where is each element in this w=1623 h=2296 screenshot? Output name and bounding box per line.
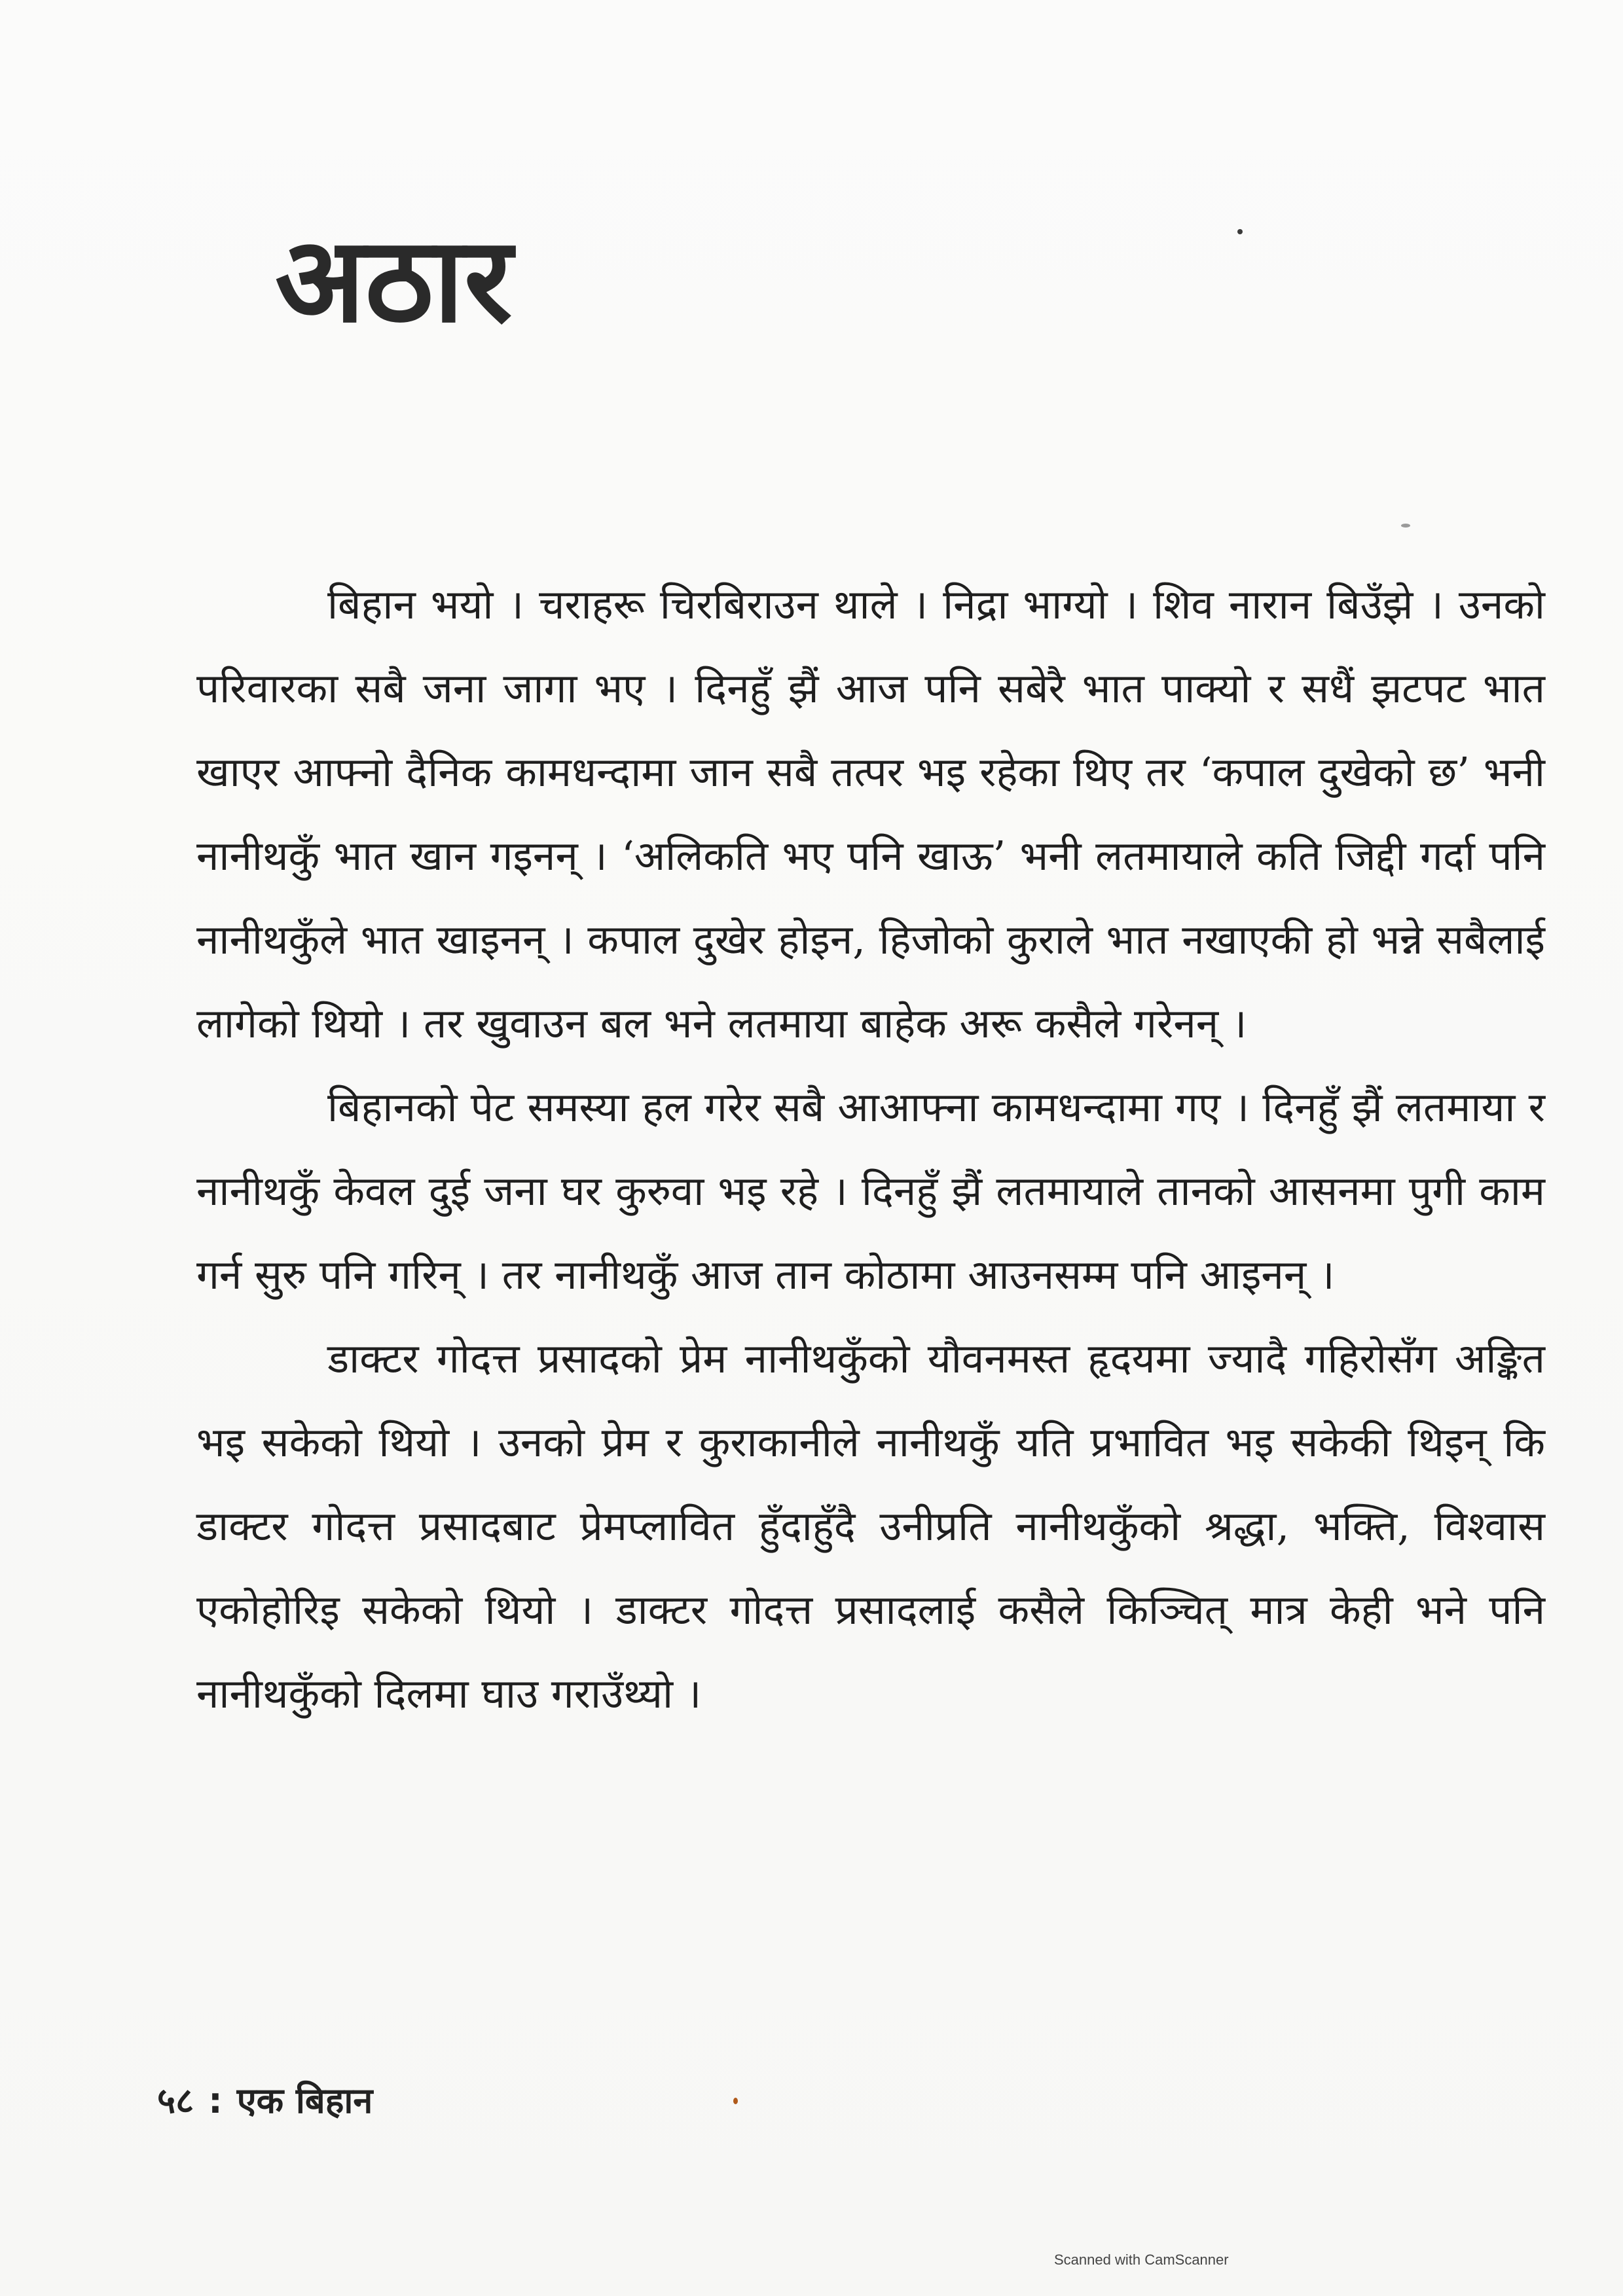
footer-separator: : (208, 2080, 223, 2121)
paragraph-2: बिहानको पेट समस्या हल गरेर सबै आआफ्ना कामधन्दामा गए । दिनहुँ झैं लतमाया र नानीथकुँ केवल दुई जना घर कुरुवा भइ रहे । दिनहुँ झैं लतमायाले तानको आसनमा पुगी काम गर्न सुरु पनि गरिन् । तर नानीथकुँ आज तान कोठामा आउनसम्म पनि आइनन् । (196, 1083, 1545, 1299)
page-number: ५८ (157, 2080, 194, 2121)
chapter-title: अठार (275, 212, 513, 349)
paragraph-1: बिहान भयो । चराहरू चिरबिराउन थाले । निद्रा भाग्यो । शिव नारान बिउँझे । उनको परिवारका सबै जना जागा भए । दिनहुँ झैं आज पनि सबेरै भात पाक्यो र सधैं झटपट भात खाएर आफ्नो दैनिक कामधन्दामा जान सबै तत्पर भइ रहेका थिए तर ‘कपाल दुखेको छ’ भनी नानीथकुँ भात खान गइनन् । ‘अलिकति भए पनि खाऊ’ भनी लतमायाले कति जिद्दी गर्दा पनि नानीथकुँले भात खाइनन् । कपाल दुखेर होइन, हिजोको कुराले भात नखाएकी हो भन्ने सबैलाई लागेको थियो । तर खुवाउन बल भने लतमाया बाहेक अरू कसैले गरेनन् । (196, 581, 1545, 1047)
ink-speck (1401, 524, 1410, 528)
ink-speck (1237, 229, 1243, 234)
paragraph-3: डाक्टर गोदत्त प्रसादको प्रेम नानीथकुँको यौवनमस्त हृदयमा ज्यादै गहिरोसँग अङ्कित भइ सकेको थियो । उनको प्रेम र कुराकानीले नानीथकुँ यति प्रभावित भइ सकेकी थिइन् कि डाक्टर गोदत्त प्रसादबाट प्रेमप्लावित हुँदाहुँदै उनीप्रति नानीथकुँको श्रद्धा, भक्ति, विश्वास एकोहोरिइ सकेको थियो । डाक्टर गोदत्त प्रसादलाई कसैले किञ्चित् मात्र केही भने पनि नानीथकुँको दिलमा घाउ गराउँथ्यो । (196, 1335, 1545, 1717)
scanner-watermark: Scanned with CamScanner (1054, 2251, 1229, 2268)
book-title: एक बिहान (236, 2080, 373, 2121)
chapter-body (196, 563, 1545, 1736)
page-footer (157, 2075, 373, 2123)
ink-speck (733, 2098, 738, 2104)
